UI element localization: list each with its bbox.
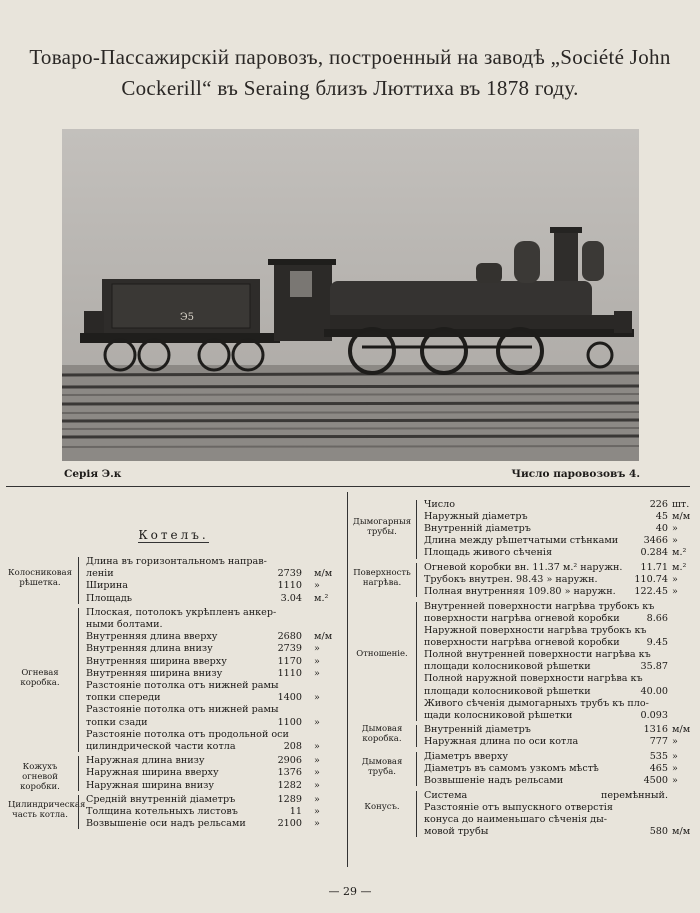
spec-label: Длина между рѣшетчатыми стѣнками bbox=[424, 535, 619, 547]
spec-unit: м/м bbox=[672, 511, 691, 523]
spec-row bbox=[86, 568, 342, 580]
spec-label: щади колосниковой рѣшетки bbox=[424, 709, 573, 721]
spec-row bbox=[424, 586, 690, 598]
spec-value: 110.74 bbox=[634, 574, 668, 586]
spec-unit: шт. bbox=[672, 499, 690, 510]
spec-value: 580 bbox=[649, 826, 668, 838]
spec-label: поверхности нагрѣва огневой коробки bbox=[424, 637, 620, 649]
spec-value: 2680 bbox=[277, 631, 302, 643]
spec-value: 1100 bbox=[277, 716, 302, 728]
spec-label: Площадь bbox=[86, 592, 133, 604]
spec-unit: » bbox=[672, 736, 678, 748]
spec-value: 1282 bbox=[277, 779, 302, 791]
spec-row bbox=[424, 637, 690, 649]
spec-label: Толщина котельныхъ листовъ bbox=[86, 806, 238, 817]
boiler-heading-text: Котелъ. bbox=[138, 528, 209, 542]
spec-value: 1400 bbox=[277, 692, 302, 704]
spec-value: 8.66 bbox=[646, 612, 668, 624]
spec-unit: м/м bbox=[672, 826, 691, 838]
spec-row bbox=[424, 710, 690, 722]
group-brace bbox=[78, 795, 79, 830]
spec-row bbox=[86, 680, 342, 692]
spec-row bbox=[424, 673, 690, 685]
column-separator bbox=[347, 492, 348, 867]
spec-value: 2906 bbox=[277, 755, 302, 767]
spec-label: Огневой коробки вн. 11.37 м.² наружн. bbox=[424, 562, 623, 573]
group-label: Дымовая труба. bbox=[361, 757, 403, 778]
spec-row bbox=[86, 619, 342, 631]
group-label: Поверхность нагрѣва. bbox=[353, 568, 411, 589]
spec-label: Разстояніе потолка отъ продольной оси bbox=[86, 728, 289, 740]
spec-row bbox=[424, 790, 690, 802]
spec-value: 777 bbox=[649, 736, 668, 748]
spec-label: Площадь живого сѣченія bbox=[424, 547, 552, 559]
spec-row bbox=[424, 698, 690, 710]
page-number: — 29 — bbox=[328, 885, 372, 898]
group-brace bbox=[416, 563, 417, 597]
spec-unit: м.² bbox=[672, 562, 687, 573]
spec-unit: » bbox=[314, 741, 320, 752]
group-label: Дымовая коробка. bbox=[361, 724, 403, 745]
spec-row bbox=[424, 499, 690, 511]
group-brace bbox=[416, 602, 417, 721]
group-label: Отношеніе. bbox=[356, 649, 408, 660]
spec-label: Діаметръ вверху bbox=[424, 751, 509, 762]
spec-row bbox=[424, 511, 690, 523]
spec-unit: » bbox=[672, 775, 678, 787]
spec-row bbox=[86, 741, 342, 753]
spec-value: 40.00 bbox=[640, 685, 668, 697]
spec-value: 3466 bbox=[643, 535, 668, 547]
spec-label: Живого сѣченія дымогарныхъ трубъ къ пло- bbox=[424, 697, 649, 709]
locomotive-count-caption: Число паровозовъ 4. bbox=[511, 468, 640, 480]
spec-row bbox=[86, 794, 342, 806]
spec-row bbox=[86, 656, 342, 668]
spec-row bbox=[424, 535, 690, 547]
spec-label: Внутренняя длина вверху bbox=[86, 631, 218, 643]
spec-label: Разстояніе отъ выпускного отверстія bbox=[424, 801, 613, 813]
group-label: Цилиндрическая часть котла. bbox=[8, 800, 86, 821]
spec-label: топки сзади bbox=[86, 716, 148, 728]
spec-value: 1289 bbox=[277, 793, 302, 805]
spec-row bbox=[86, 755, 342, 767]
spec-row bbox=[86, 729, 342, 741]
series-caption: Серія Э.к bbox=[64, 468, 122, 480]
spec-row bbox=[424, 547, 690, 559]
spec-value: 2100 bbox=[277, 818, 302, 830]
spec-unit: » bbox=[314, 755, 320, 767]
spec-row bbox=[86, 780, 342, 792]
spec-unit: » bbox=[672, 523, 678, 535]
spec-label: Внутренній діаметръ bbox=[424, 523, 531, 535]
spec-unit: » bbox=[314, 655, 320, 667]
spec-row bbox=[424, 814, 690, 826]
spec-label: Внутренній діаметръ bbox=[424, 724, 531, 736]
spec-value: 2739 bbox=[277, 568, 302, 580]
spec-label: конуса до наименьшаго сѣченія ды- bbox=[424, 814, 607, 825]
spec-label: Число bbox=[424, 499, 456, 510]
page-title bbox=[20, 42, 680, 104]
group-brace bbox=[416, 725, 417, 747]
title-line-1: Товаро-Пассажирскій паровозъ, построенный на заводѣ „Société John bbox=[29, 45, 671, 69]
spec-label: топки спереди bbox=[86, 692, 161, 704]
group-label: Дымогарныя трубы. bbox=[352, 517, 412, 538]
group-brace bbox=[416, 752, 417, 786]
spec-label: поверхности нагрѣва огневой коробки bbox=[424, 612, 620, 624]
spec-row bbox=[86, 717, 342, 729]
spec-label: леніи bbox=[86, 568, 114, 580]
spec-label: Возвышеніе надъ рельсами bbox=[424, 775, 564, 787]
spec-label: Діаметръ въ самомъ узкомъ мѣстѣ bbox=[424, 763, 599, 775]
spec-value: 11 bbox=[289, 806, 302, 817]
group-label: Кожухъ огневой коробки. bbox=[20, 761, 60, 792]
spec-label: Плоская, потолокъ укрѣпленъ анкер- bbox=[86, 606, 277, 618]
spec-label: Наружный діаметръ bbox=[424, 511, 528, 523]
spec-row bbox=[424, 562, 690, 574]
group-brace bbox=[416, 500, 417, 559]
boiler-heading bbox=[0, 528, 347, 542]
spec-value: 4500 bbox=[643, 775, 668, 787]
spec-unit: » bbox=[672, 586, 678, 598]
spec-row bbox=[424, 775, 690, 787]
spec-label: цилиндрической части котла bbox=[86, 741, 236, 752]
spec-row bbox=[86, 704, 342, 716]
spec-unit: » bbox=[672, 751, 678, 762]
spec-row bbox=[86, 767, 342, 779]
spec-value: 535 bbox=[649, 751, 668, 762]
spec-label: Наружной поверхности нагрѣва трубокъ къ bbox=[424, 625, 647, 636]
spec-unit: » bbox=[672, 763, 678, 775]
spec-label: Средній внутренній діаметръ bbox=[86, 793, 236, 805]
spec-unit: » bbox=[314, 667, 320, 679]
spec-row bbox=[424, 601, 690, 613]
locomotive-photo bbox=[62, 129, 639, 461]
group-label: Конусъ. bbox=[364, 802, 400, 812]
spec-unit: » bbox=[314, 716, 320, 728]
spec-label: Полная внутренняя 109.80 » наружн. bbox=[424, 586, 616, 598]
group-label: Колосниковая рѣшетка. bbox=[8, 568, 72, 589]
group-brace bbox=[78, 608, 79, 752]
spec-row bbox=[86, 556, 342, 568]
spec-row bbox=[86, 580, 342, 592]
spec-label: Наружная длина по оси котла bbox=[424, 736, 579, 748]
spec-label: Внутренняя длина внизу bbox=[86, 643, 213, 655]
spec-value: 11.71 bbox=[640, 562, 668, 573]
spec-unit: » bbox=[314, 767, 320, 779]
spec-row bbox=[424, 613, 690, 625]
spec-label: Полной внутренней поверхности нагрѣва къ bbox=[424, 649, 651, 661]
spec-value: 40 bbox=[655, 523, 668, 535]
spec-row bbox=[424, 751, 690, 763]
spec-unit: м/м bbox=[314, 568, 333, 580]
spec-label: Система bbox=[424, 789, 468, 801]
spec-unit: » bbox=[314, 806, 320, 817]
group-label: Огневая коробка. bbox=[20, 668, 60, 688]
spec-unit: м/м bbox=[314, 631, 333, 643]
spec-value: 226 bbox=[649, 499, 668, 510]
spec-row bbox=[86, 668, 342, 680]
spec-value: 9.45 bbox=[646, 637, 668, 649]
spec-label: Внутренняя ширина внизу bbox=[86, 667, 223, 679]
spec-value: 122.45 bbox=[634, 586, 668, 598]
spec-label: мовой трубы bbox=[424, 826, 489, 838]
spec-unit: » bbox=[314, 580, 320, 592]
spec-unit: » bbox=[314, 692, 320, 704]
spec-row bbox=[86, 631, 342, 643]
spec-row bbox=[424, 686, 690, 698]
spec-value: 208 bbox=[283, 741, 302, 752]
spec-value: перемѣнный. bbox=[600, 789, 668, 801]
spec-row bbox=[86, 607, 342, 619]
spec-row bbox=[424, 523, 690, 535]
spec-label: Возвышеніе оси надъ рельсами bbox=[86, 818, 246, 830]
spec-value: 35.87 bbox=[640, 661, 668, 673]
group-brace bbox=[78, 756, 79, 791]
spec-value: 0.284 bbox=[640, 547, 668, 559]
spec-value: 1110 bbox=[277, 667, 302, 679]
spec-value: 1170 bbox=[277, 655, 302, 667]
spec-value: 1110 bbox=[277, 580, 302, 592]
spec-row bbox=[424, 724, 690, 736]
spec-label: Наружная ширина внизу bbox=[86, 779, 214, 791]
tender-number: Э5 bbox=[180, 312, 195, 323]
spec-unit: м/м bbox=[672, 724, 691, 736]
spec-unit: » bbox=[672, 574, 678, 586]
spec-value: 3.04 bbox=[280, 592, 302, 604]
spec-label: Наружная ширина вверху bbox=[86, 767, 219, 779]
spec-value: 465 bbox=[649, 763, 668, 775]
spec-row bbox=[86, 806, 342, 818]
group-brace bbox=[78, 557, 79, 604]
spec-row bbox=[86, 643, 342, 655]
title-line-2: Cockerill“ въ Seraing близъ Люттиха въ 1878 году. bbox=[121, 76, 579, 100]
spec-label: Разстояніе потолка отъ нижней рамы bbox=[86, 704, 279, 716]
spec-label: Полной наружной поверхности нагрѣва къ bbox=[424, 673, 643, 685]
spec-row bbox=[424, 826, 690, 838]
spec-unit: м.² bbox=[314, 592, 329, 604]
spec-label: ными болтами. bbox=[86, 619, 163, 630]
spec-unit: » bbox=[314, 793, 320, 805]
spec-label: Ширина bbox=[86, 580, 128, 592]
spec-label: Длина въ горизонтальномъ направ- bbox=[86, 556, 267, 567]
spec-row bbox=[424, 763, 690, 775]
spec-row bbox=[424, 625, 690, 637]
spec-value: 1316 bbox=[643, 724, 668, 736]
spec-unit: » bbox=[314, 643, 320, 655]
spec-value: 0.093 bbox=[640, 709, 668, 721]
spec-label: площади колосниковой рѣшетки bbox=[424, 685, 591, 697]
spec-row bbox=[86, 818, 342, 830]
spec-value: 1376 bbox=[277, 767, 302, 779]
spec-label: Внутренняя ширина вверху bbox=[86, 655, 227, 667]
spec-unit: » bbox=[672, 535, 678, 547]
spec-label: Разстояніе потолка отъ нижней рамы bbox=[86, 680, 279, 691]
spec-label: Наружная длина внизу bbox=[86, 755, 205, 767]
spec-row bbox=[86, 692, 342, 704]
spec-label: Внутренней поверхности нагрѣва трубокъ къ bbox=[424, 600, 655, 612]
spec-row bbox=[424, 736, 690, 748]
group-brace bbox=[416, 791, 417, 837]
spec-row bbox=[424, 802, 690, 814]
spec-value: 45 bbox=[655, 511, 668, 523]
spec-unit: » bbox=[314, 779, 320, 791]
spec-label: Трубокъ внутрен. 98.43 » наружн. bbox=[424, 574, 598, 586]
spec-row bbox=[424, 574, 690, 586]
spec-row bbox=[86, 593, 342, 605]
spec-value: 2739 bbox=[277, 643, 302, 655]
spec-unit: » bbox=[314, 818, 320, 830]
spec-label: площади колосниковой рѣшетки bbox=[424, 661, 591, 673]
spec-row bbox=[424, 649, 690, 661]
spec-row bbox=[424, 661, 690, 673]
horizontal-rule bbox=[6, 486, 690, 487]
spec-unit: м.² bbox=[672, 547, 687, 559]
